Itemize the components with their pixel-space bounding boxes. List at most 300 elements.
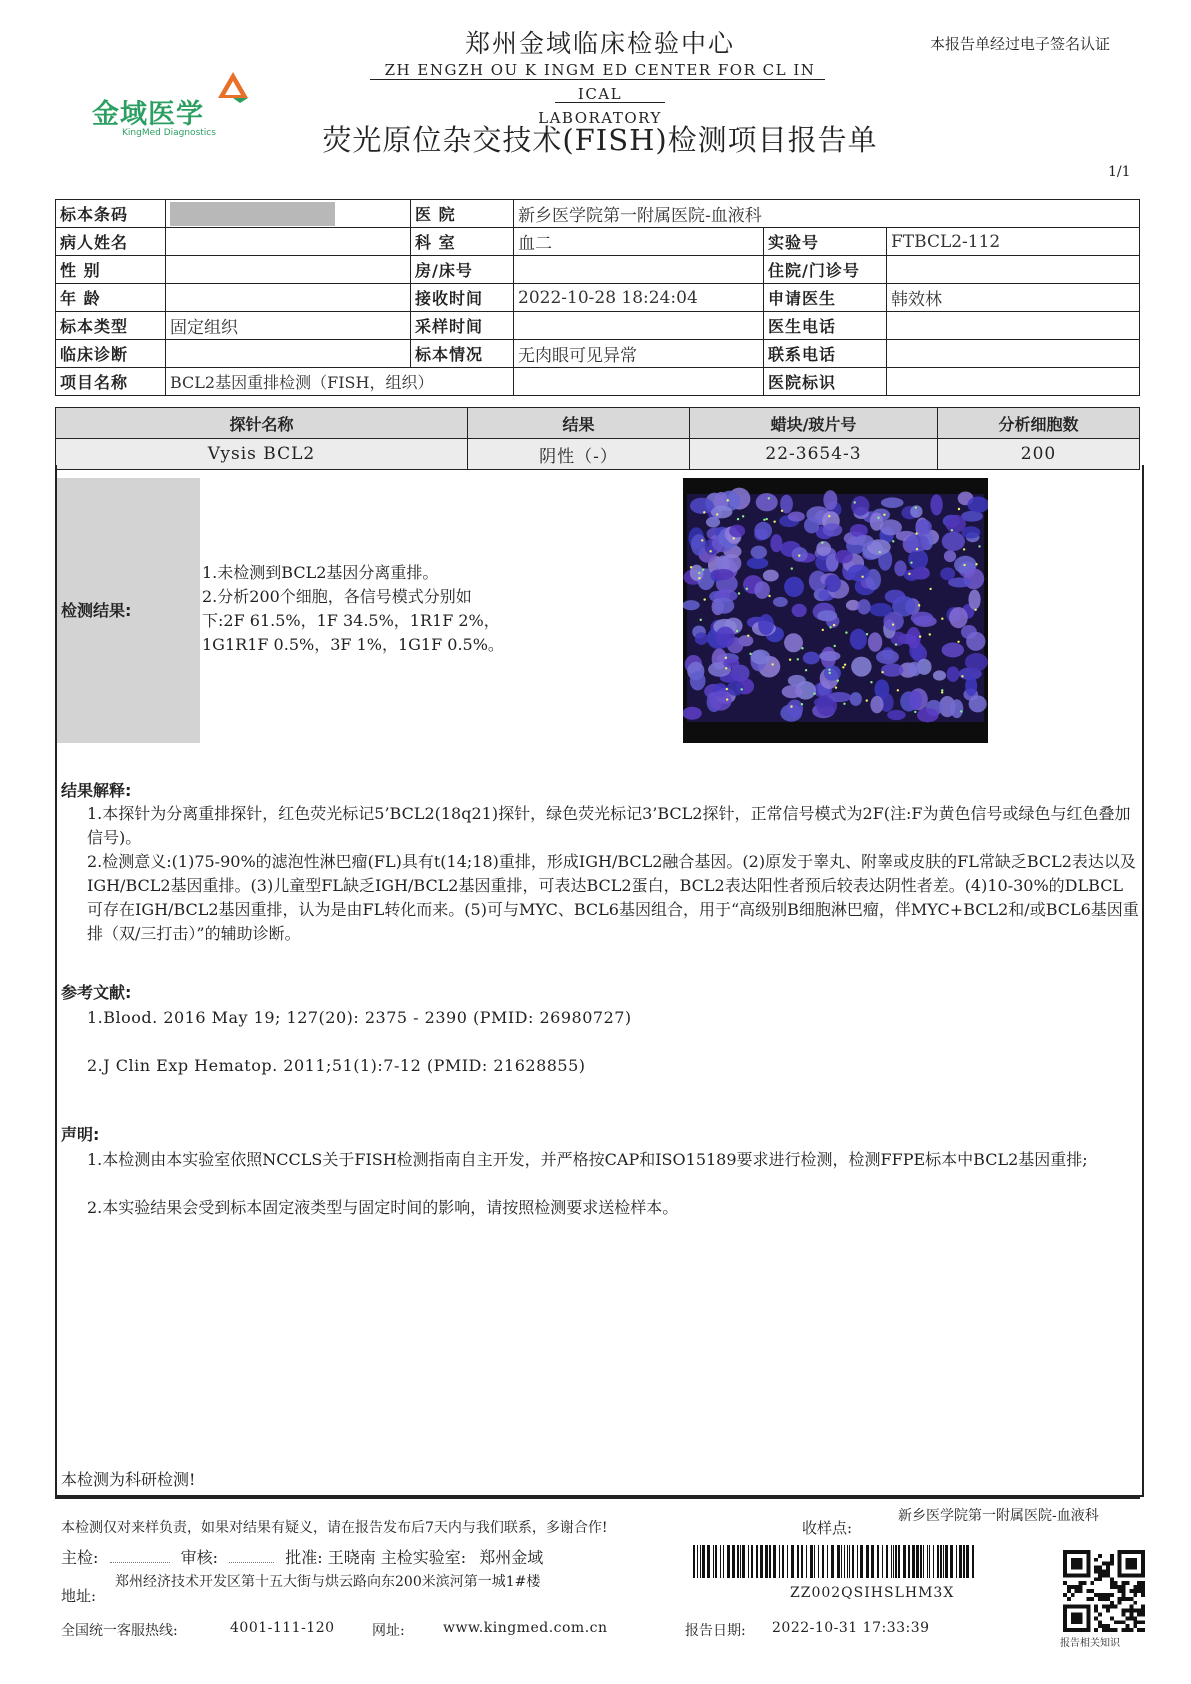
qr-module bbox=[1129, 1612, 1133, 1616]
cell-nucleus bbox=[716, 626, 735, 647]
footer-divider bbox=[55, 1497, 1140, 1499]
fish-signal-dot bbox=[916, 548, 918, 550]
cell-nucleus bbox=[942, 532, 965, 551]
qr-caption: 报告相关知识 bbox=[1060, 1638, 1120, 1649]
qr-module bbox=[1110, 1616, 1114, 1620]
qr-module bbox=[1122, 1593, 1126, 1597]
fish-signal-dot bbox=[835, 686, 837, 688]
page-number: 1/1 bbox=[1108, 164, 1131, 180]
barcode-bar bbox=[847, 1545, 848, 1578]
fish-signal-dot bbox=[703, 598, 705, 600]
cell-nucleus bbox=[782, 685, 803, 698]
probe-header-name: 探针名称 bbox=[56, 408, 468, 439]
qr-module bbox=[1098, 1554, 1102, 1558]
fish-signal-dot bbox=[941, 618, 943, 620]
qr-module bbox=[1098, 1612, 1102, 1616]
barcode-bar bbox=[844, 1545, 845, 1578]
cell-nucleus bbox=[814, 697, 834, 708]
qr-module bbox=[1098, 1597, 1102, 1601]
cell-nucleus bbox=[908, 549, 928, 570]
redacted-block bbox=[170, 202, 335, 226]
cell-nucleus bbox=[751, 546, 767, 559]
cell-nucleus bbox=[804, 517, 819, 533]
barcode-bar bbox=[916, 1545, 919, 1578]
fish-signal-dot bbox=[845, 631, 847, 633]
barcode-bar bbox=[818, 1545, 819, 1578]
fish-signal-dot bbox=[897, 689, 899, 691]
qr-finder bbox=[1071, 1558, 1083, 1570]
barcode-bar bbox=[963, 1545, 965, 1578]
cell-nucleus bbox=[950, 699, 963, 718]
cell-nucleus bbox=[824, 665, 841, 680]
qr-module bbox=[1110, 1554, 1114, 1558]
fish-signal-dot bbox=[726, 688, 728, 690]
fish-signal-dot bbox=[771, 663, 773, 665]
cell-nucleus bbox=[944, 550, 956, 562]
fish-signal-dot bbox=[813, 692, 815, 694]
barcode-bar bbox=[871, 1545, 874, 1578]
barcode-bar bbox=[693, 1545, 695, 1578]
fish-signal-dot bbox=[801, 647, 803, 649]
cell-nucleus bbox=[847, 564, 869, 581]
cell-nucleus bbox=[887, 710, 906, 720]
fish-signal-dot bbox=[974, 609, 976, 611]
qr-module bbox=[1141, 1605, 1145, 1609]
cell-nucleus bbox=[709, 691, 731, 711]
qr-module bbox=[1102, 1597, 1106, 1601]
qr-module bbox=[1141, 1593, 1145, 1597]
qr-module bbox=[1110, 1562, 1114, 1566]
barcode-bar bbox=[841, 1545, 842, 1578]
cell-nucleus bbox=[870, 512, 884, 530]
fish-signal-dot bbox=[725, 667, 727, 669]
qr-module bbox=[1098, 1573, 1102, 1577]
qr-module bbox=[1141, 1589, 1145, 1593]
department-value: 血二 bbox=[514, 228, 764, 256]
qr-module bbox=[1106, 1609, 1110, 1613]
cell-nucleus bbox=[751, 650, 771, 665]
barcode-bar bbox=[837, 1545, 840, 1578]
barcode-bar bbox=[702, 1545, 705, 1578]
qr-module bbox=[1106, 1573, 1110, 1577]
fish-signal-dot bbox=[929, 633, 931, 635]
hospital-mark-value bbox=[887, 368, 1140, 396]
qr-module bbox=[1118, 1585, 1122, 1589]
fish-signal-dot bbox=[834, 645, 836, 647]
fish-signal-dot bbox=[798, 554, 800, 556]
qr-module bbox=[1090, 1581, 1094, 1585]
center-english-line2: LABORATORY bbox=[538, 109, 662, 127]
cell-nucleus bbox=[823, 490, 837, 510]
cell-nucleus bbox=[962, 526, 981, 538]
lab-value: 郑州金域 bbox=[479, 1548, 544, 1567]
barcode-bar bbox=[972, 1545, 974, 1578]
barcode-bar bbox=[943, 1545, 944, 1578]
barcode-bar bbox=[831, 1545, 834, 1578]
cell-nucleus bbox=[823, 523, 843, 536]
fish-signal-dot bbox=[895, 643, 897, 645]
fish-signal-dot bbox=[801, 703, 803, 705]
qr-module bbox=[1133, 1589, 1137, 1593]
qr-module bbox=[1125, 1628, 1129, 1632]
barcode-bar bbox=[937, 1545, 939, 1578]
probe-header-result: 结果 bbox=[468, 408, 690, 439]
qr-finder bbox=[1071, 1612, 1083, 1624]
qr-module bbox=[1075, 1585, 1079, 1589]
statement-label: 声明: bbox=[61, 1125, 100, 1144]
result-line: 下:2F 61.5%，1F 34.5%，1R1F 2%， bbox=[202, 611, 500, 630]
fish-signal-dot bbox=[975, 563, 977, 565]
lab-number-value: FTBCL2-112 bbox=[887, 228, 1140, 256]
barcode-bar bbox=[920, 1545, 922, 1578]
qr-module bbox=[1141, 1620, 1145, 1624]
qr-module bbox=[1102, 1628, 1106, 1632]
qr-module bbox=[1125, 1609, 1129, 1613]
qr-module bbox=[1110, 1601, 1114, 1605]
barcode-bar bbox=[760, 1545, 763, 1578]
cell-nucleus bbox=[803, 652, 820, 665]
hotline-label: 全国统一客服热线: bbox=[61, 1623, 178, 1639]
qr-module bbox=[1086, 1597, 1090, 1601]
fish-signal-dot bbox=[781, 510, 783, 512]
qr-module bbox=[1063, 1593, 1067, 1597]
qr-module bbox=[1129, 1609, 1133, 1613]
fish-signal-dot bbox=[844, 663, 846, 665]
barcode-bar bbox=[765, 1545, 768, 1578]
contact-phone-label: 联系电话 bbox=[764, 340, 887, 368]
barcode-bar bbox=[860, 1545, 863, 1578]
qr-module bbox=[1067, 1589, 1071, 1593]
barcode-bar bbox=[713, 1545, 714, 1578]
fish-signal-dot bbox=[690, 566, 692, 568]
specimen-code-value bbox=[166, 200, 411, 228]
qr-module bbox=[1114, 1620, 1118, 1624]
fish-signal-dot bbox=[703, 511, 705, 513]
cell-nucleus bbox=[792, 547, 808, 562]
qr-module bbox=[1106, 1628, 1110, 1632]
fish-signal-dot bbox=[870, 681, 872, 683]
statement-1: 1.本检测由本实验室依照NCCLS关于FISH检测指南自主开发，并严格按CAP和ISO15189要求进行检测，检测FFPE标本中BCL2基因重排; bbox=[87, 1150, 1088, 1169]
fish-signal-dot bbox=[960, 710, 962, 712]
cell-nucleus bbox=[695, 632, 708, 645]
qr-module bbox=[1114, 1581, 1118, 1585]
cell-nucleus bbox=[788, 512, 805, 522]
bed-label: 房/床号 bbox=[411, 256, 514, 284]
fish-signal-dot bbox=[915, 532, 917, 534]
sample-condition-label: 标本情况 bbox=[411, 340, 514, 368]
probe-header-slide: 蜡块/玻片号 bbox=[690, 408, 938, 439]
fish-signal-dot bbox=[883, 514, 885, 516]
reference-1: 1.Blood. 2016 May 19; 127(20): 2375 - 2390 (PMID: 26980727) bbox=[87, 1008, 632, 1027]
kingmed-logo-text: 金域医学 bbox=[92, 99, 204, 130]
qr-module bbox=[1098, 1577, 1102, 1581]
age-value bbox=[166, 284, 411, 312]
cell-nucleus bbox=[949, 607, 968, 628]
patient-name-label: 病人姓名 bbox=[56, 228, 166, 256]
barcode-bar bbox=[857, 1545, 858, 1578]
receive-point-value: 新乡医学院第一附属医院-血液科 bbox=[898, 1508, 1099, 1524]
qr-module bbox=[1141, 1628, 1145, 1632]
fish-signal-dot bbox=[918, 604, 920, 606]
probe-name-value: Vysis BCL2 bbox=[56, 439, 468, 470]
barcode-bar bbox=[877, 1545, 879, 1578]
fish-signal-dot bbox=[866, 633, 868, 635]
qr-module bbox=[1133, 1585, 1137, 1589]
fish-signal-dot bbox=[737, 518, 739, 520]
qr-finder bbox=[1125, 1558, 1137, 1570]
fish-signal-dot bbox=[768, 497, 770, 499]
qr-module bbox=[1129, 1589, 1133, 1593]
fish-signal-dot bbox=[961, 675, 963, 677]
qr-module bbox=[1133, 1624, 1137, 1628]
barcode-bar bbox=[801, 1545, 803, 1578]
report-title: 荧光原位杂交技术(FISH)检测项目报告单 bbox=[322, 123, 878, 157]
interpretation-paragraph-1: 1.本探针为分离重排探针，红色荧光标记5’BCL2(18q21)探针，绿色荧光标记3’BCL2探针，正常信号模式为2F(注:F为黄色信号或绿色与红色叠加信号)。 bbox=[87, 804, 1131, 847]
cell-nucleus bbox=[881, 663, 903, 676]
qr-module bbox=[1102, 1593, 1106, 1597]
fish-signal-dot bbox=[879, 551, 881, 553]
inpatient-number-value bbox=[887, 256, 1140, 284]
cell-nucleus bbox=[788, 675, 806, 687]
cell-nucleus bbox=[729, 525, 745, 538]
cell-nucleus bbox=[885, 590, 906, 604]
qr-module bbox=[1122, 1628, 1126, 1632]
cell-nucleus bbox=[869, 603, 892, 617]
barcode-bar bbox=[891, 1545, 892, 1578]
result-line: 1G1R1F 0.5%，3F 1%，1G1F 0.5%。 bbox=[202, 635, 504, 654]
divider bbox=[555, 102, 665, 103]
receive-point-label: 收样点: bbox=[802, 1519, 853, 1537]
reviewer-signature bbox=[229, 1548, 274, 1563]
website-value: www.kingmed.com.cn bbox=[443, 1620, 608, 1636]
cell-nucleus bbox=[690, 671, 706, 690]
fish-signal-dot bbox=[854, 501, 856, 503]
received-time-label: 接收时间 bbox=[411, 284, 514, 312]
barcode-bar bbox=[866, 1545, 869, 1578]
qr-module bbox=[1094, 1558, 1098, 1562]
cell-nucleus bbox=[916, 519, 932, 534]
barcode-bar bbox=[727, 1545, 730, 1578]
fish-signal-dot bbox=[843, 703, 845, 705]
barcode-bar bbox=[700, 1545, 701, 1578]
qr-module bbox=[1106, 1605, 1110, 1609]
fish-signal-dot bbox=[861, 576, 863, 578]
cell-nucleus bbox=[909, 690, 922, 710]
qr-module bbox=[1071, 1585, 1075, 1589]
reviewer-label: 审核: bbox=[180, 1548, 218, 1567]
probe-result-value: 阴性（-） bbox=[468, 439, 690, 470]
barcode-bar bbox=[849, 1545, 850, 1578]
barcode-bar bbox=[707, 1545, 710, 1578]
cell-nucleus bbox=[851, 657, 871, 677]
qr-module bbox=[1110, 1585, 1114, 1589]
barcode-bar bbox=[895, 1545, 897, 1578]
fish-signal-dot bbox=[747, 634, 749, 636]
qr-module bbox=[1102, 1605, 1106, 1609]
patient-name-value bbox=[166, 228, 411, 256]
barcode-bar bbox=[882, 1545, 883, 1578]
fish-signal-dot bbox=[881, 671, 883, 673]
barcode-bar bbox=[797, 1545, 799, 1578]
fish-signal-dot bbox=[837, 680, 839, 682]
qr-module bbox=[1129, 1616, 1133, 1620]
fish-signal-dot bbox=[833, 624, 835, 626]
barcode-bar bbox=[748, 1545, 749, 1578]
qr-module bbox=[1122, 1597, 1126, 1601]
qr-module bbox=[1102, 1570, 1106, 1574]
fish-signal-dot bbox=[829, 672, 831, 674]
fish-signal-dot bbox=[957, 641, 959, 643]
qr-module bbox=[1141, 1612, 1145, 1616]
barcode-bar bbox=[822, 1545, 824, 1578]
cell-nucleus bbox=[819, 651, 841, 661]
barcode-bar bbox=[912, 1545, 915, 1578]
cell-nucleus bbox=[850, 692, 862, 706]
barcode-bar bbox=[945, 1545, 948, 1578]
fish-signal-dot bbox=[726, 698, 728, 700]
barcode-bar bbox=[723, 1545, 724, 1578]
patient-info-table bbox=[55, 199, 1140, 396]
cell-nucleus bbox=[868, 632, 882, 651]
qr-module bbox=[1118, 1597, 1122, 1601]
fish-signal-dot bbox=[733, 537, 735, 539]
kingmed-logo-mark bbox=[216, 70, 250, 104]
fish-signal-dot bbox=[709, 550, 711, 552]
qr-module bbox=[1122, 1581, 1126, 1585]
probe-cells-value: 200 bbox=[938, 439, 1140, 470]
qr-module bbox=[1141, 1581, 1145, 1585]
cell-nucleus bbox=[683, 707, 702, 720]
hotline-value: 4001-111-120 bbox=[230, 1620, 335, 1636]
qr-module bbox=[1133, 1601, 1137, 1605]
qr-module bbox=[1141, 1609, 1145, 1613]
cell-nucleus bbox=[850, 629, 867, 650]
empty-cell bbox=[514, 368, 764, 396]
qr-module bbox=[1114, 1628, 1118, 1632]
hospital-mark-label: 医院标识 bbox=[764, 368, 887, 396]
fish-signal-dot bbox=[941, 691, 943, 693]
report-barcode bbox=[693, 1545, 978, 1578]
cell-nucleus bbox=[968, 590, 980, 610]
result-line: 1.未检测到BCL2基因分离重排。 bbox=[202, 563, 439, 582]
qr-module bbox=[1118, 1620, 1122, 1624]
fish-signal-dot bbox=[908, 573, 910, 575]
qr-module bbox=[1137, 1609, 1141, 1613]
qr-module bbox=[1125, 1581, 1129, 1585]
doctor-phone-label: 医生电话 bbox=[764, 312, 887, 340]
barcode-bar bbox=[742, 1545, 745, 1578]
barcode-bar bbox=[782, 1545, 784, 1578]
barcode-bar bbox=[697, 1545, 698, 1578]
barcode-text: ZZ002QSIHSLHM3X bbox=[790, 1585, 955, 1601]
hospital-value: 新乡医学院第一附属医院-血液科 bbox=[514, 200, 1140, 228]
sample-type-value: 固定组织 bbox=[166, 312, 411, 340]
fish-signal-dot bbox=[866, 699, 868, 701]
cell-nucleus bbox=[714, 598, 734, 614]
probe-header-cells: 分析细胞数 bbox=[938, 408, 1140, 439]
fish-signal-dot bbox=[805, 669, 807, 671]
qr-module bbox=[1094, 1570, 1098, 1574]
qr-module bbox=[1129, 1597, 1133, 1601]
cell-nucleus bbox=[966, 632, 985, 651]
doctor-phone-value bbox=[887, 312, 1140, 340]
kingmed-logo-subtitle: KingMed Diagnostics bbox=[122, 128, 216, 138]
cell-nucleus bbox=[758, 614, 774, 635]
fish-signal-dot bbox=[790, 705, 792, 707]
barcode-bar bbox=[956, 1545, 957, 1578]
contact-phone-value bbox=[887, 340, 1140, 368]
barcode-bar bbox=[787, 1545, 788, 1578]
fish-signal-dot bbox=[789, 659, 791, 661]
e-signature-note: 本报告单经过电子签名认证 bbox=[930, 35, 1111, 53]
website-label: 网址: bbox=[372, 1623, 405, 1639]
cell-nucleus bbox=[817, 610, 837, 621]
cell-nucleus bbox=[917, 708, 939, 722]
age-label: 年 龄 bbox=[56, 284, 166, 312]
signature-row bbox=[61, 1545, 543, 1568]
fish-microscopy-image bbox=[683, 478, 988, 743]
item-name-value: BCL2基因重排检测（FISH，组织） bbox=[166, 368, 514, 396]
cell-nucleus bbox=[784, 577, 804, 597]
barcode-bar bbox=[769, 1545, 771, 1578]
divider bbox=[370, 79, 825, 80]
qr-module bbox=[1137, 1612, 1141, 1616]
cell-nucleus bbox=[835, 550, 853, 563]
cell-nucleus bbox=[706, 517, 720, 528]
approver-label: 批准: bbox=[285, 1548, 323, 1567]
qr-module bbox=[1094, 1609, 1098, 1613]
qr-module bbox=[1110, 1577, 1114, 1581]
fish-signal-dot bbox=[727, 499, 729, 501]
fish-signal-dot bbox=[698, 572, 700, 574]
qr-module bbox=[1071, 1593, 1075, 1597]
qr-module bbox=[1090, 1589, 1094, 1593]
qr-module bbox=[1137, 1628, 1141, 1632]
cell-nucleus bbox=[754, 522, 772, 540]
barcode-bar bbox=[773, 1545, 776, 1578]
barcode-bar bbox=[814, 1545, 815, 1578]
result-line: 2.分析200个细胞，各信号模式分别如 bbox=[202, 587, 472, 606]
barcode-bar bbox=[886, 1545, 888, 1578]
fish-signal-dot bbox=[749, 653, 751, 655]
barcode-bar bbox=[791, 1545, 794, 1578]
fish-signal-dot bbox=[915, 506, 917, 508]
qr-module bbox=[1083, 1581, 1087, 1585]
lab-number-label: 实验号 bbox=[764, 228, 887, 256]
cell-nucleus bbox=[784, 633, 803, 652]
specimen-code-label: 标本条码 bbox=[56, 200, 166, 228]
qr-module bbox=[1106, 1562, 1110, 1566]
fish-signal-dot bbox=[821, 542, 823, 544]
qr-module bbox=[1086, 1589, 1090, 1593]
inspector-label: 主检: bbox=[61, 1548, 99, 1567]
fish-signal-dot bbox=[951, 529, 953, 531]
qr-module bbox=[1118, 1589, 1122, 1593]
qr-module bbox=[1110, 1581, 1114, 1585]
qr-module bbox=[1094, 1593, 1098, 1597]
sample-condition-value: 无肉眼可见异常 bbox=[514, 340, 764, 368]
cell-nucleus bbox=[851, 496, 869, 516]
qr-module bbox=[1110, 1558, 1114, 1562]
cell-nucleus bbox=[713, 569, 734, 580]
sampling-time-value bbox=[514, 312, 764, 340]
qr-module bbox=[1106, 1597, 1110, 1601]
detection-result-text bbox=[202, 561, 542, 657]
clinical-diagnosis-label: 临床诊断 bbox=[56, 340, 166, 368]
fish-signal-dot bbox=[701, 539, 703, 541]
barcode-bar bbox=[950, 1545, 953, 1578]
fish-signal-dot bbox=[929, 588, 931, 590]
